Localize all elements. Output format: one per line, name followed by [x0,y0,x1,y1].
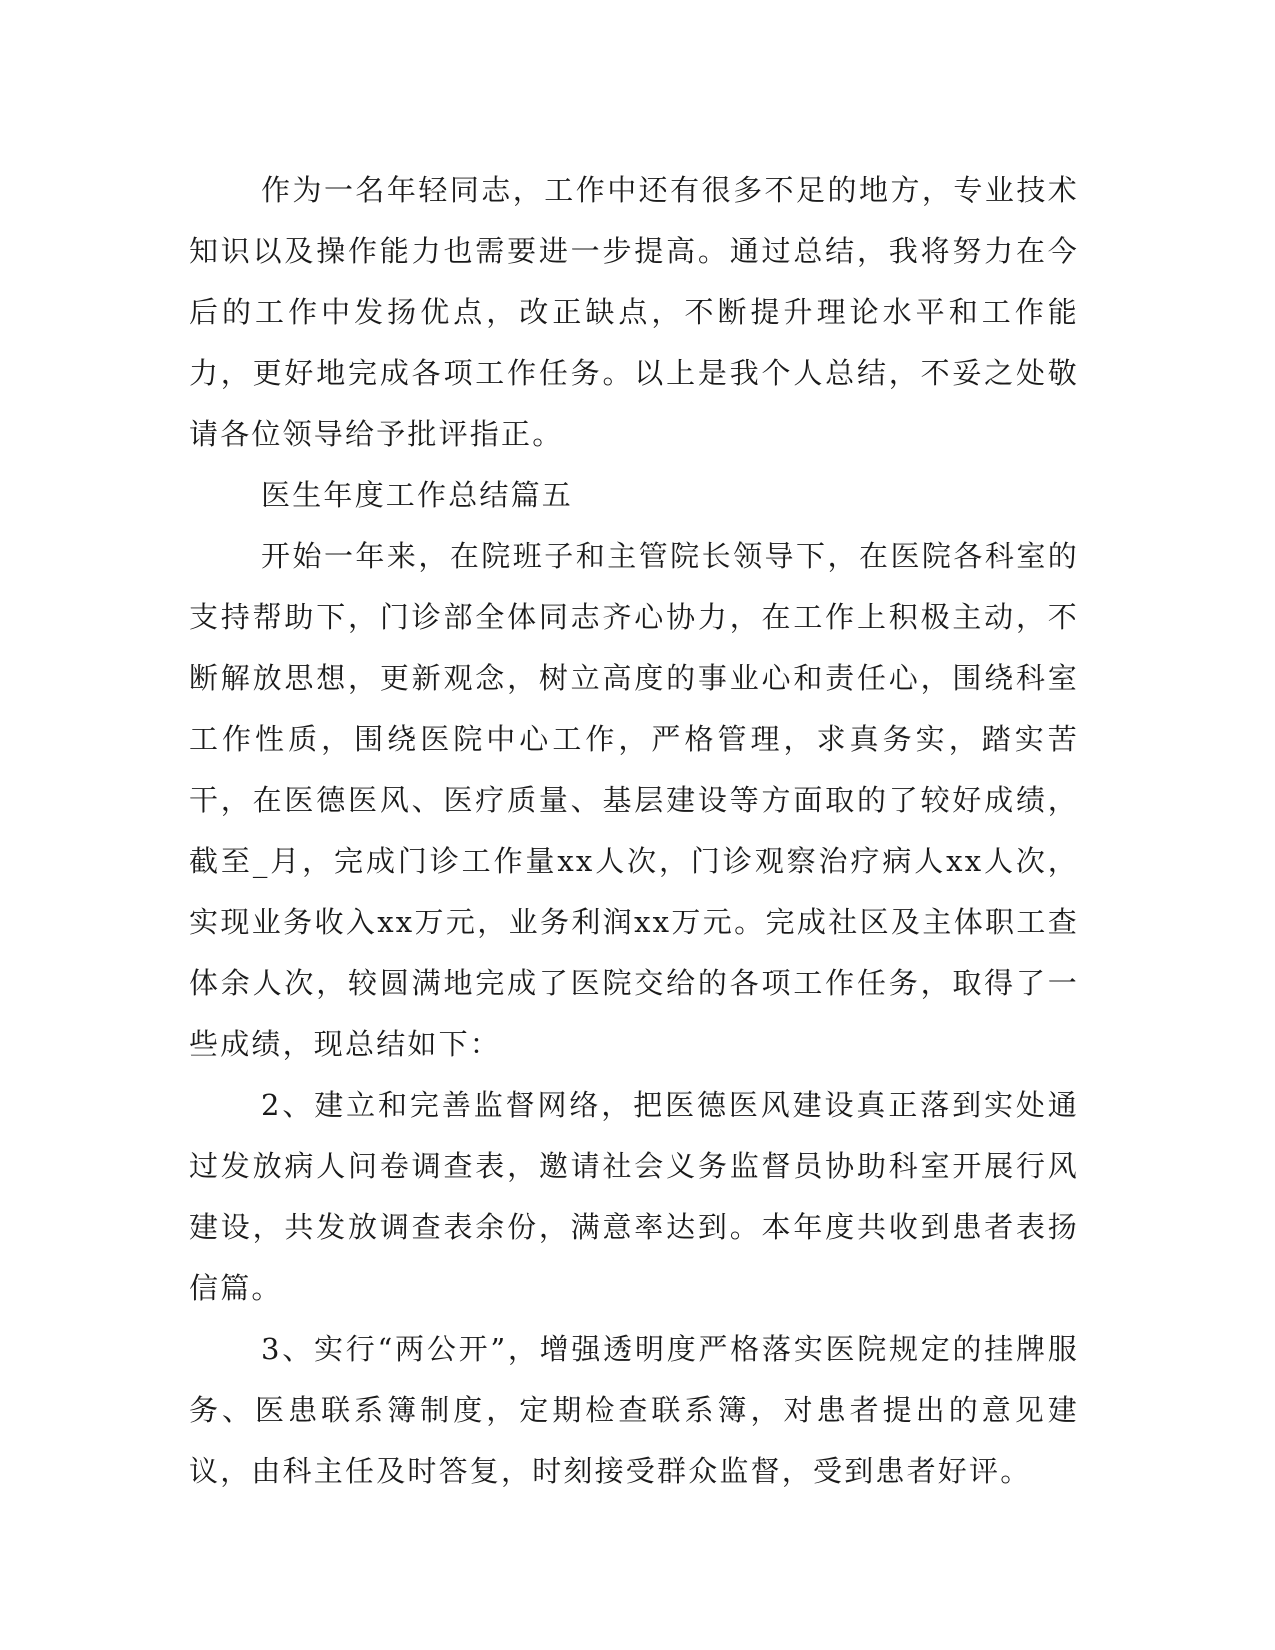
paragraph-annual-summary: 开始一年来，在院班子和主管院长领导下，在医院各科室的支持帮助下，门诊部全体同志齐心协力，在工作上积极主动，不断解放思想，更新观念，树立高度的事业心和责任心，围绕科室工作性质，围绕医院中心工作，严格管理，求真务实，踏实苦干，在医德医风、医疗质量、基层建设等方面取的了较好成绩，截至_月，完成门诊工作量xx人次，门诊观察治疗病人xx人次，实现业务收入xx万元，业务利润xx万元。完成社区及主体职工查体余人次，较圆满地完成了医院交给的各项工作任务，取得了一些成绩，现总结如下： [189,539,1079,1061]
section-heading: 医生年度工作总结篇五 [261,478,574,512]
paragraph-self-assessment: 作为一名年轻同志，工作中还有很多不足的地方，专业技术知识以及操作能力也需要进一步提高。通过总结，我将努力在今后的工作中发扬优点，改正缺点，不断提升理论水平和工作能力，更好地完成各项工作任务。以上是我个人总结，不妥之处敬请各位领导给予批评指正。 [189,173,1079,451]
document-body [189,160,1079,1502]
paragraph-item-3: 3、实行“两公开”，增强透明度严格落实医院规定的挂牌服务、医患联系簿制度，定期检查联系簿，对患者提出的意见建议，由科主任及时答复，时刻接受群众监督，受到患者好评。 [189,1332,1079,1488]
paragraph-item-2: 2、建立和完善监督网络，把医德医风建设真正落到实处通过发放病人问卷调查表，邀请社会义务监督员协助科室开展行风建设，共发放调查表余份，满意率达到。本年度共收到患者表扬信篇。 [189,1088,1079,1305]
